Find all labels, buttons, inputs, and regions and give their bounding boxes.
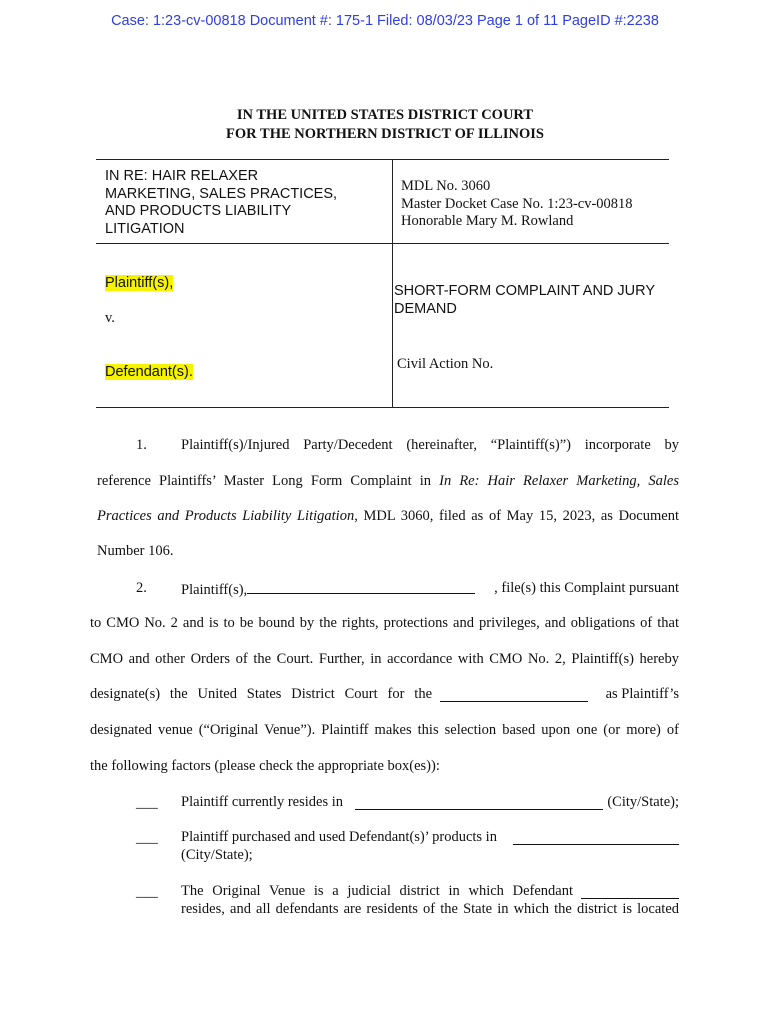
complaint-title: SHORT-FORM COMPLAINT AND JURY DEMAND [394,283,656,317]
court-line-2: FOR THE NORTHERN DISTRICT OF ILLINOIS [226,126,544,142]
venue-blank[interactable] [440,688,588,702]
defendant-blank[interactable] [581,885,679,899]
purchase-location-blank[interactable] [513,831,679,845]
checkbox-defendant-resides[interactable]: ___ [136,884,158,900]
court-line-1: IN THE UNITED STATES DISTRICT COURT [236,107,534,123]
checkbox-resides[interactable]: ___ [136,795,158,811]
plaintiff-name-blank[interactable] [247,580,475,594]
para-1-line-2: reference Plaintiffs’ Master Long Form Complaint in In Re: Hair Relaxer Marketing, Sales [97,473,679,489]
caption-mid-rule [96,243,669,244]
versus-label: v. [105,310,115,326]
civil-action-label: Civil Action No. [397,356,494,372]
para-2-line-5: designated venue (“Original Venue”). Plaintiff makes this selection based upon one (or more) of [90,722,679,738]
para-2-line-1: Plaintiff(s), , file(s) this Complaint pursuant [181,580,679,598]
mdl-info: MDL No. 3060 Master Docket Case No. 1:23-cv-00818 Honorable Mary M. Rowland [401,178,633,229]
para-2-line-3: CMO and other Orders of the Court. Further, in accordance with CMO No. 2, Plaintiff(s) hereby [90,651,679,667]
filing-header: Case: 1:23-cv-00818 Document #: 175-1 Filed: 08/03/23 Page 1 of 11 PageID #:2238 [111,13,659,29]
para-2-line-6: the following factors (please check the appropriate box(es)): [90,758,440,774]
option-purchased: Plaintiff purchased and used Defendant(s)’ products in [181,829,679,846]
para-1-line-1: Plaintiff(s)/Injured Party/Decedent (hereinafter, “Plaintiff(s)”) incorporate by [181,437,679,453]
option-purchased-line-2: (City/State); [181,847,253,863]
residence-blank[interactable] [355,796,603,810]
para-1-number: 1. [136,437,147,453]
caption-bottom-rule [96,407,669,408]
caption-divider [392,159,393,408]
para-1-line-4: Number 106. [97,543,174,559]
para-2-number: 2. [136,580,147,596]
option-resides: Plaintiff currently resides in (City/State); [181,794,679,810]
defendants-label: Defendant(s). [105,364,193,380]
caption-top-rule [96,159,669,160]
para-1-line-3: Practices and Products Liability Litigation, MDL 3060, filed as of May 15, 2023, as Document [97,508,679,524]
plaintiffs-label: Plaintiff(s), [105,275,174,291]
court-name [0,106,770,144]
in-re-caption: IN RE: HAIR RELAXER MARKETING, SALES PRACTICES, AND PRODUCTS LIABILITY LITIGATION [105,168,338,237]
option-defendant-resides-line-2: resides, and all defendants are residents of the State in which the district is located [181,901,679,917]
para-2-line-2: to CMO No. 2 and is to be bound by the rights, protections and privileges, and obligations of that [90,615,679,631]
checkbox-purchased[interactable]: ___ [136,830,158,846]
